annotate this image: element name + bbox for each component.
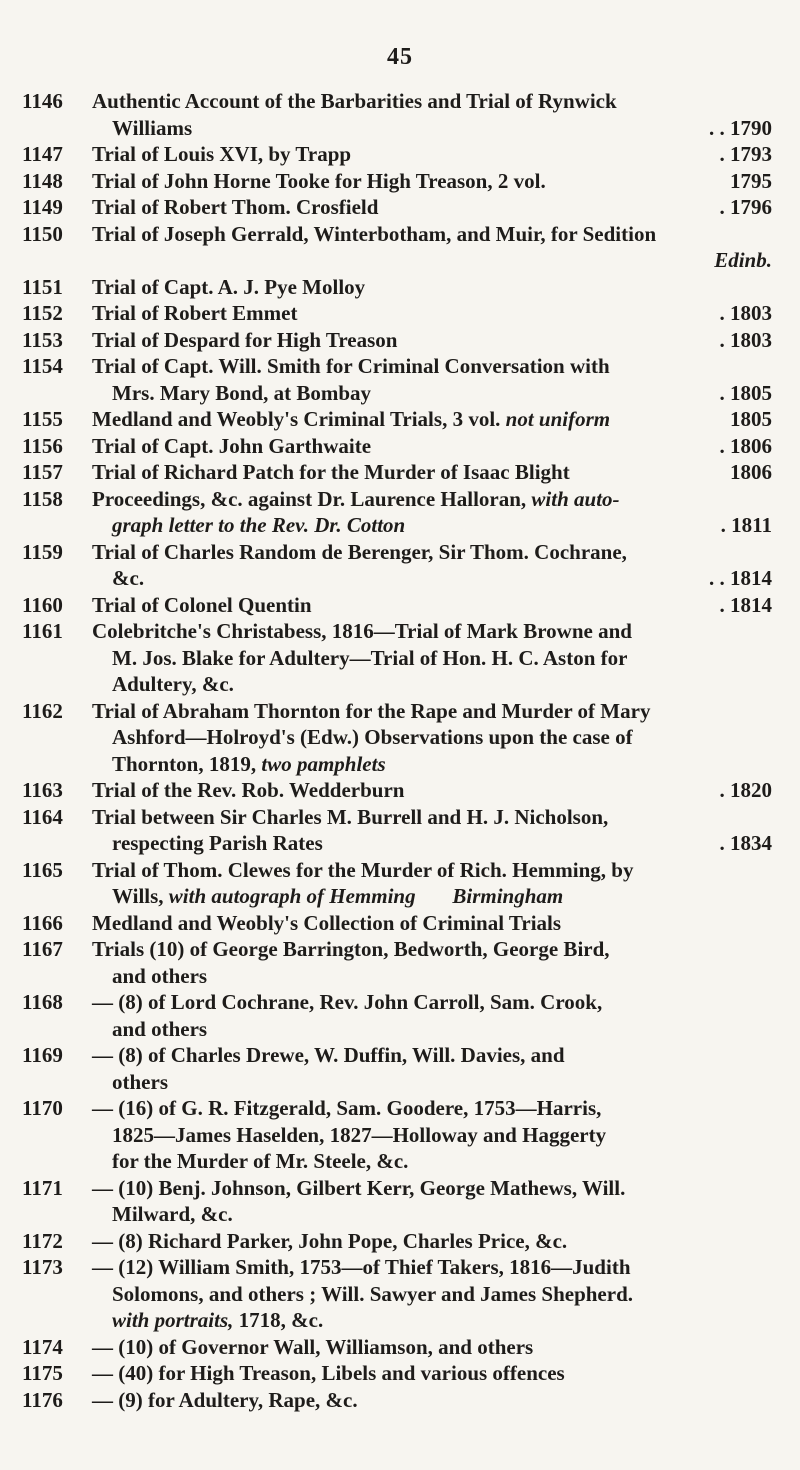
- entry-number: 1176: [22, 1387, 63, 1412]
- entry-text: Trial of Colonel Quentin: [92, 592, 312, 617]
- entry-1174: [22, 1334, 772, 1361]
- entry-number: 1171: [22, 1175, 63, 1200]
- entry-text: Trial of Richard Patch for the Murder of Isaac Blight: [92, 460, 570, 484]
- entry-year: 1805: [730, 407, 772, 431]
- entry-text: 1718, &c.: [238, 1308, 324, 1332]
- entry-text: Trial of Thom. Clewes for the Murder of Rich. Hemming, by: [92, 857, 634, 882]
- entry-year: . 1820: [719, 778, 772, 802]
- entry-number: 1161: [22, 619, 63, 643]
- entry-text: — (12) William Smith, 1753—of Thief Takers, 1816—Judith: [92, 1255, 631, 1279]
- entry-number: 1160: [22, 592, 63, 617]
- entry-number: 1157: [22, 460, 63, 484]
- entry-text: Trial of Robert Emmet: [92, 301, 298, 325]
- entry-text: Trial of Robert Thom. Crosfield: [92, 195, 379, 219]
- entry-year: . 1803: [719, 327, 772, 352]
- entry-number: 1166: [22, 910, 63, 935]
- entry-1173: [22, 1254, 772, 1334]
- entry-text: Wills,: [112, 884, 164, 908]
- entry-text: Solomons, and others ; Will. Sawyer and James Shepherd.: [112, 1281, 634, 1306]
- entry-text: for the Murder of Mr. Steele, &c.: [112, 1149, 409, 1173]
- entry-text: Trial of Louis XVI, by Trapp: [92, 142, 352, 166]
- entry-1159: [22, 539, 772, 592]
- entry-note: not uniform: [505, 407, 611, 431]
- entry-1170: [22, 1095, 772, 1175]
- entry-text: Mrs. Mary Bond, at Bombay: [112, 380, 371, 405]
- entry-text: Trial of Charles Random de Berenger, Sir Thom. Cochrane,: [92, 539, 627, 564]
- entry-year: 1795: [730, 168, 772, 193]
- entry-note: graph letter to the Rev. Dr. Cotton: [112, 513, 406, 537]
- entry-number: 1164: [22, 804, 63, 829]
- entry-number: 1156: [22, 433, 63, 458]
- entry-1175: [22, 1360, 772, 1387]
- entry-text: Trial of Capt. A. J. Pye Molloy: [92, 274, 366, 299]
- entry-1166: [22, 910, 772, 937]
- entry-text: — (16) of G. R. Fitzgerald, Sam. Goodere, 1753—Harris,: [92, 1096, 602, 1120]
- entry-1146: [22, 88, 772, 141]
- entry-1147: [22, 141, 772, 168]
- entry-1172: [22, 1228, 772, 1255]
- entry-number: 1151: [22, 274, 63, 299]
- entry-text: — (8) of Charles Drewe, W. Duffin, Will. Davies, and: [92, 1043, 565, 1067]
- entry-1171: [22, 1175, 772, 1228]
- entry-text: — (8) of Lord Cochrane, Rev. John Carroll, Sam. Crook,: [92, 990, 603, 1014]
- entry-text: Trial of Despard for High Treason: [92, 327, 398, 352]
- entry-text: Milward, &c.: [112, 1202, 233, 1226]
- entry-year: . 1793: [719, 142, 772, 166]
- entry-text: and others: [112, 963, 208, 988]
- entry-number: 1150: [22, 221, 63, 246]
- entry-note: with portraits,: [112, 1308, 234, 1332]
- entry-text: Trial of Capt. John Garthwaite: [92, 433, 372, 458]
- entry-text: — (10) Benj. Johnson, Gilbert Kerr, George Mathews, Will.: [92, 1175, 626, 1200]
- entry-1151: [22, 274, 772, 301]
- entry-1165: [22, 857, 772, 910]
- entry-1152: [22, 300, 772, 327]
- entry-1153: [22, 327, 772, 354]
- entry-text: Medland and Weobly's Criminal Trials, 3 vol.: [92, 407, 501, 431]
- entry-list: [22, 88, 772, 1413]
- entry-number: 1170: [22, 1096, 63, 1120]
- entry-year: . 1803: [719, 301, 772, 325]
- entry-text: — (10) of Governor Wall, Williamson, and others: [92, 1334, 534, 1359]
- entry-text: — (40) for High Treason, Libels and various offences: [92, 1361, 565, 1385]
- entry-1169: [22, 1042, 772, 1095]
- entry-year: . 1796: [719, 195, 772, 219]
- entry-year: . . 1790: [709, 115, 772, 140]
- entry-text: respecting Parish Rates: [112, 831, 323, 855]
- entry-1168: [22, 989, 772, 1042]
- entry-text: Authentic Account of the Barbarities and Trial of Rynwick: [92, 89, 617, 113]
- entry-place: Edinb.: [714, 248, 772, 272]
- entry-1156: [22, 433, 772, 460]
- entry-year: . 1806: [719, 433, 772, 458]
- entry-text: Colebritche's Christabess, 1816—Trial of Mark Browne and: [92, 619, 632, 643]
- entry-text: Williams: [112, 115, 193, 140]
- entry-year: 1806: [730, 460, 772, 484]
- entry-text: Trial of Capt. Will. Smith for Criminal Conversation with: [92, 354, 610, 378]
- entry-text: — (8) Richard Parker, John Pope, Charles Price, &c.: [92, 1228, 568, 1253]
- entry-text: Trials (10) of George Barrington, Bedworth, George Bird,: [92, 937, 610, 961]
- entry-1161: [22, 618, 772, 698]
- entry-text: M. Jos. Blake for Adultery—Trial of Hon. H. C. Aston for: [112, 645, 628, 670]
- entry-1155: [22, 406, 772, 433]
- entry-note: with auto-: [531, 486, 620, 511]
- entry-1164: [22, 804, 772, 857]
- entry-text: &c.: [112, 566, 145, 590]
- entry-1163: [22, 777, 772, 804]
- entry-1150: [22, 221, 772, 274]
- entry-1157: [22, 459, 772, 486]
- page-number: 45: [387, 44, 413, 70]
- entry-number: 1149: [22, 195, 63, 219]
- entry-number: 1168: [22, 990, 63, 1014]
- entry-text: Trial of John Horne Tooke for High Treason, 2 vol.: [92, 168, 546, 193]
- entry-1158: [22, 486, 772, 539]
- entry-year: . . 1814: [709, 566, 772, 590]
- entry-number: 1158: [22, 486, 63, 511]
- entry-text: Trial between Sir Charles M. Burrell and H. J. Nicholson,: [92, 804, 609, 829]
- entry-text: Medland and Weobly's Collection of Criminal Trials: [92, 910, 562, 935]
- entry-text: Proceedings, &c. against Dr. Laurence Halloran,: [92, 486, 527, 511]
- entry-text: Trial of Abraham Thornton for the Rape and Murder of Mary: [92, 698, 651, 723]
- entry-1160: [22, 592, 772, 619]
- entry-number: 1174: [22, 1334, 63, 1359]
- entry-number: 1175: [22, 1361, 63, 1385]
- entry-year: . 1814: [719, 592, 772, 617]
- entry-1167: [22, 936, 772, 989]
- entry-text: Trial of the Rev. Rob. Wedderburn: [92, 778, 405, 802]
- entry-number: 1148: [22, 168, 63, 193]
- entry-1148: [22, 168, 772, 195]
- entry-1154: [22, 353, 772, 406]
- entry-text: — (9) for Adultery, Rape, &c.: [92, 1387, 358, 1412]
- entry-1162: [22, 698, 772, 778]
- entry-number: 1154: [22, 354, 63, 378]
- entry-text: 1825—James Haselden, 1827—Holloway and Haggerty: [112, 1122, 607, 1147]
- entry-text: and others: [112, 1016, 208, 1041]
- entry-year: . 1834: [719, 831, 772, 855]
- entry-number: 1167: [22, 937, 63, 961]
- entry-note: with autograph of Hemming Birmingham: [168, 884, 564, 908]
- entry-number: 1172: [22, 1228, 63, 1253]
- entry-number: 1152: [22, 301, 63, 325]
- entry-note: two pamphlets: [261, 751, 386, 776]
- entry-year: . 1805: [719, 380, 772, 405]
- entry-number: 1147: [22, 142, 63, 166]
- entry-text: Adultery, &c.: [112, 672, 234, 696]
- entry-1176: [22, 1387, 772, 1414]
- entry-number: 1155: [22, 407, 63, 431]
- entry-year: . 1811: [720, 513, 772, 537]
- entry-number: 1146: [22, 89, 63, 113]
- entry-number: 1165: [22, 857, 63, 882]
- entry-text: Trial of Joseph Gerrald, Winterbotham, and Muir, for Sedition: [92, 221, 657, 246]
- entry-number: 1162: [22, 698, 63, 723]
- entry-text: Thornton, 1819,: [112, 751, 257, 776]
- entry-text: Ashford—Holroyd's (Edw.) Observations upon the case of: [112, 725, 633, 749]
- entry-text: others: [112, 1069, 168, 1094]
- entry-number: 1159: [22, 539, 63, 564]
- entry-number: 1153: [22, 327, 63, 352]
- entry-number: 1163: [22, 778, 63, 802]
- entry-number: 1173: [22, 1255, 63, 1279]
- entry-number: 1169: [22, 1043, 63, 1067]
- entry-1149: [22, 194, 772, 221]
